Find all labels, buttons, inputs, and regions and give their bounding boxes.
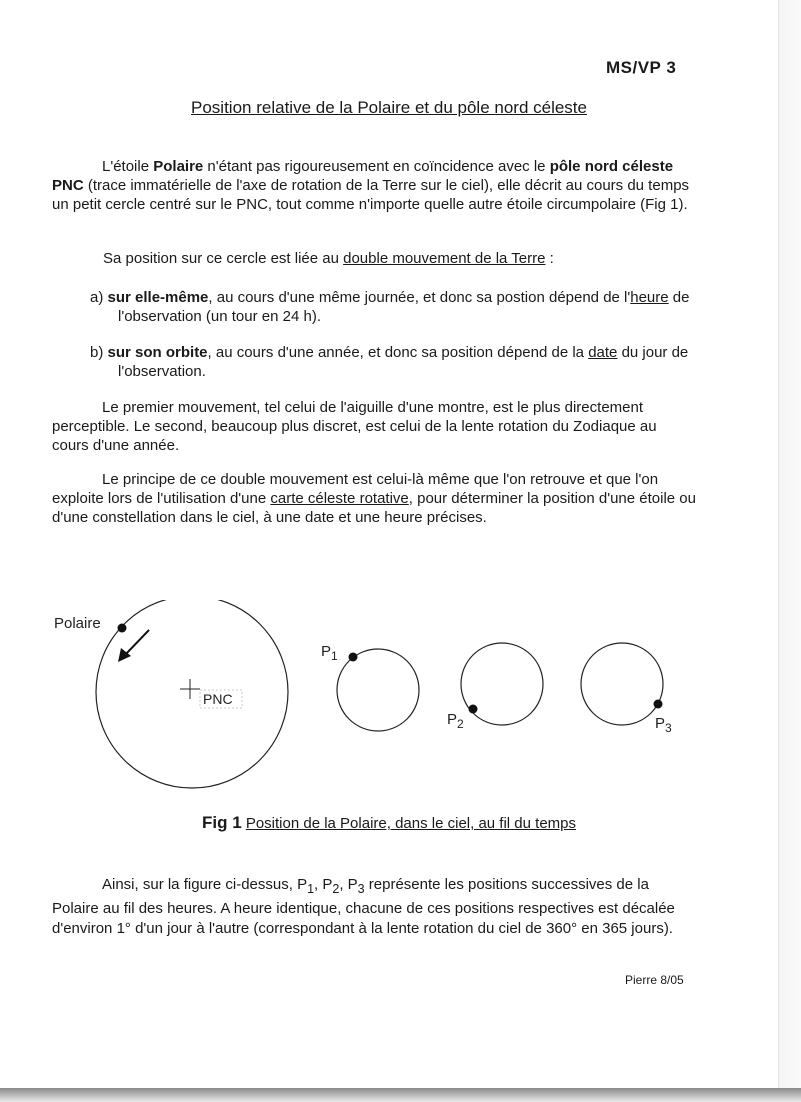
figure-caption-label: Fig 1 <box>201 813 242 832</box>
p3-circle <box>581 643 663 725</box>
pnc-label: PNC <box>203 691 233 707</box>
p2-label: $P_2$ <box>447 711 464 731</box>
signature: Pierre 8/05 <box>625 973 684 987</box>
paragraph-intro: L'étoile Polaire n'étant pas rigoureusement en coïncidence avec le pôle nord céleste PNC (trace immatérielle de l'axe de rotation de la Terre sur le ciel), elle décrit au cours du temps un petit cercle centré sur le PNC, tout comme n'importe quelle autre étoile circumpolaire (Fig 1). <box>52 158 690 213</box>
term-polaire: Polaire <box>153 158 204 175</box>
page-edge-right <box>778 0 801 1102</box>
paragraph-motion: Sa position sur ce cercle est liée au double mouvement de la Terre : <box>103 250 554 267</box>
figure-caption-text: Position de la Polaire, dans le ciel, au fil du temps <box>245 815 577 832</box>
p3-dot <box>654 700 663 709</box>
p1-label: $P_1$ <box>321 643 338 663</box>
list-item-a: a) sur elle-même, au cours d'une même journée, et donc sa postion dépend de l'heure de l'observation (un tour en 24 h). <box>90 289 690 325</box>
term-pnc: pôle nord céleste PNC <box>52 158 674 194</box>
rotation-arrow <box>124 630 149 656</box>
polaire-label: Polaire <box>54 615 101 632</box>
page-title: Position relative de la Polaire et du pôle nord céleste <box>191 98 587 117</box>
paragraph-first-motion: Le premier mouvement, tel celui de l'aiguille d'une montre, est le plus directement perceptible. Le second, beaucoup plus discret, est celui de la lente rotation du Zodiaque au cours d'une année. <box>52 399 657 454</box>
p1-circle <box>337 649 419 731</box>
document-reference: MS/VP 3 <box>606 58 677 77</box>
p1-dot <box>349 653 358 662</box>
paragraph-principle: Le principe de ce double mouvement est celui-là même que l'on retrouve et que l'on exploite lors de l'utilisation d'une carte céleste rotative, pour déterminer la position d'une étoile ou d'une constellation dans le ciel, à une date et une heure précises. <box>52 471 696 526</box>
figure-caption <box>0 813 778 833</box>
p3-label: $P_3$ <box>655 715 672 735</box>
polaire-dot <box>118 624 127 633</box>
paragraph-conclusion: Ainsi, sur la figure ci-dessus, $P_1$, $P_2$, $P_3$ représente les positions successives de la Polaire au fil des heures. A heure identique, chacune de ces positions respectives est décalée d'environ 1° d'un jour à l'autre (correspondant à la lente rotation du ciel de 360° en 365 jours). <box>52 876 675 937</box>
underlined-rotating-chart: carte céleste rotative <box>270 490 409 507</box>
page-edge-bottom <box>0 1088 801 1102</box>
p2-dot <box>469 705 478 714</box>
figure-polaire-positions <box>0 600 778 800</box>
list-item-b: b) sur son orbite, au cours d'une année, et donc sa position dépend de la date du jour de l'observation. <box>90 344 689 380</box>
underlined-double-motion: double mouvement de la Terre <box>343 250 546 267</box>
